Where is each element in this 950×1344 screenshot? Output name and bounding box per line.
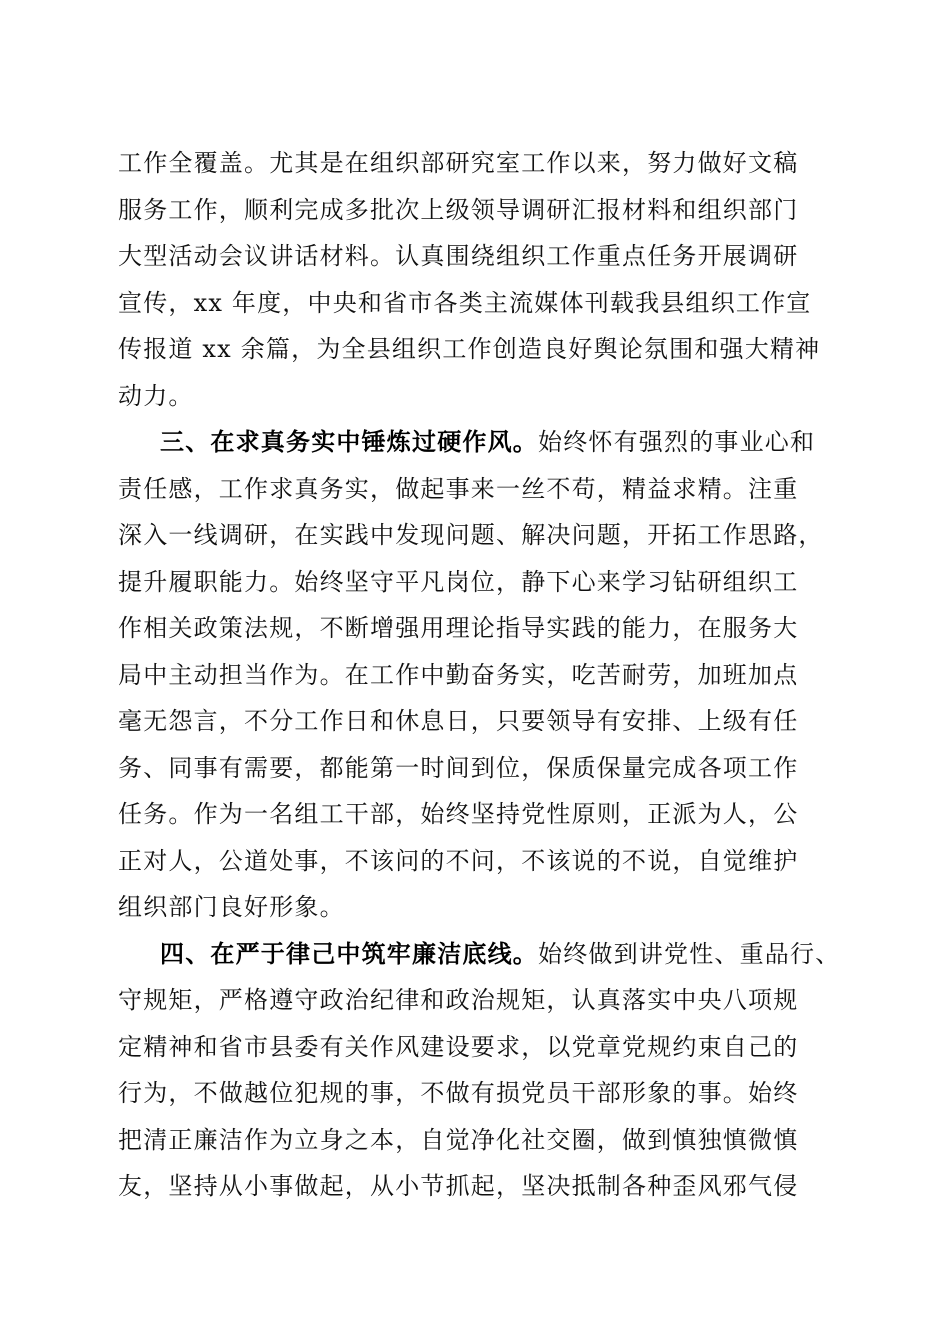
- text-line: 定精神和省市县委有关作风建设要求，以党章党规约束自己的: [118, 1032, 799, 1061]
- text-line: 服务工作，顺利完成多批次上级领导调研汇报材料和组织部门: [118, 195, 799, 224]
- text-line: 友，坚持从小事做起，从小节抓起，坚决抵制各种歪风邪气侵: [118, 1172, 799, 1200]
- text-line: 毫无怨言，不分工作日和休息日，只要领导有安排、上级有任: [118, 707, 799, 735]
- section-3-first-line: [118, 419, 838, 466]
- section-4-first-line: [118, 931, 841, 978]
- text-line: 作相关政策法规，不断增强用理论指导实践的能力，在服务大: [118, 614, 799, 642]
- text-line: 宣传，xx 年度，中央和省市各类主流媒体刊载我县组织工作宣: [118, 288, 812, 317]
- text-line: 把清正廉洁作为立身之本，自觉净化社交圈，做到慎独慎微慎: [118, 1125, 799, 1154]
- text-line: 务、同事有需要，都能第一时间到位，保质保量完成各项工作: [118, 753, 799, 782]
- section-3-heading: 三、在求真务实中锤炼过硬作风。: [160, 428, 538, 456]
- text-line: 组织部门良好形象。: [118, 893, 345, 921]
- section-4-paragraph: [118, 931, 841, 1210]
- section-3-paragraph: [118, 419, 838, 931]
- text-line: 守规矩，严格遵守政治纪律和政治规矩，认真落实中央八项规: [118, 986, 799, 1014]
- text-line: 责任感，工作求真务实，做起事来一丝不苟，精益求精。注重: [118, 474, 799, 503]
- text-line: 任务。作为一名组工干部，始终坚持党性原则，正派为人，公: [118, 800, 799, 828]
- text-line: 大型活动会议讲话材料。认真围绕组织工作重点任务开展调研: [118, 242, 799, 270]
- text-line: 局中主动担当作为。在工作中勤奋务实，吃苦耐劳，加班加点: [118, 660, 799, 689]
- text-line: 工作全覆盖。尤其是在组织部研究室工作以来，努力做好文稿: [118, 149, 799, 177]
- section-4-heading: 四、在严于律己中筑牢廉洁底线。: [160, 939, 538, 968]
- text-line: 动力。: [118, 381, 194, 410]
- text-line: 行为，不做越位犯规的事，不做有损党员干部形象的事。始终: [118, 1079, 799, 1107]
- paragraph-continuation: [118, 140, 838, 419]
- text-line: 传报道 xx 余篇，为全县组织工作创造良好舆论氛围和强大精神: [118, 335, 821, 363]
- document-body: [118, 140, 841, 1210]
- text-line: 提升履职能力。始终坚守平凡岗位，静下心来学习钻研组织工: [118, 567, 799, 596]
- text-line: 深入一线调研，在实践中发现问题、解决问题，开拓工作思路，: [118, 521, 824, 549]
- text-line: 正对人，公道处事，不该问的不问，不该说的不说，自觉维护: [118, 846, 799, 875]
- section-3-lead-text: 始终怀有强烈的事业心和: [538, 428, 816, 456]
- section-4-lead-text: 始终做到讲党性、重品行、: [538, 939, 841, 968]
